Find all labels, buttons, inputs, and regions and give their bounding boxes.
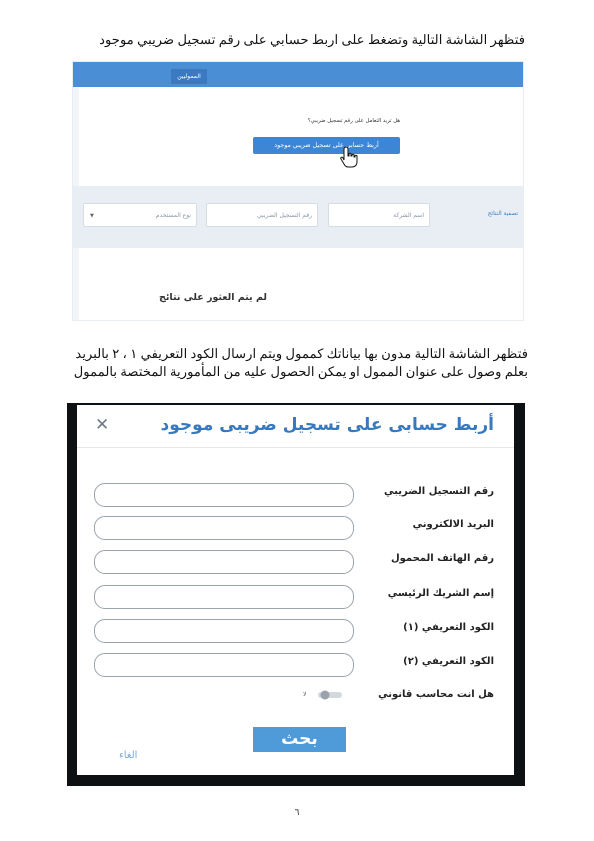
dropdown-arrow-icon: ▼ — [90, 213, 94, 219]
tax-registration-input[interactable]: رقم التسجيل الضريبي — [206, 203, 318, 227]
email-label: البريد الالكتروني — [412, 519, 494, 530]
screenshot-link-account-modal — [67, 403, 525, 786]
accountant-toggle[interactable] — [317, 690, 343, 700]
user-type-select[interactable] — [83, 203, 197, 227]
form-row-mobile — [77, 550, 514, 574]
identification-code-1-label: الكود التعريفي (١) — [403, 622, 494, 633]
company-name-input[interactable]: اسم الشركة — [328, 203, 430, 227]
intro-paragraph-2-line-2: بعلم وصول على عنوان الممول او يمكن الحصول عليه من المأمورية المختصة بالممول — [73, 364, 528, 379]
accountant-question-label: هل انت محاسب قانوني — [378, 689, 494, 700]
link-account-modal — [77, 405, 514, 775]
page-number: ٦ — [294, 808, 300, 818]
cancel-link[interactable]: الغاء — [119, 750, 138, 761]
form-row-main-partner — [77, 585, 514, 609]
link-account-question: هل تريد التعامل على رقم تسجيل ضريبي؟ — [307, 118, 400, 124]
identification-code-2-label: الكود التعريفي (٢) — [403, 656, 494, 667]
hand-pointer-icon — [339, 146, 359, 168]
top-navigation-bar — [73, 62, 523, 87]
main-partner-field[interactable] — [94, 585, 354, 609]
form-row-code-2 — [77, 653, 514, 677]
tax-registration-field[interactable] — [94, 483, 354, 507]
form-row-tax-registration — [77, 483, 514, 507]
search-button[interactable]: بحث — [253, 727, 346, 752]
tab-taxpayers[interactable]: المموليين — [171, 69, 207, 84]
form-row-code-1 — [77, 619, 514, 643]
mobile-label: رقم الهاتف المحمول — [390, 553, 494, 564]
toggle-value-text: لا — [303, 691, 307, 698]
intro-paragraph-2-line-1: فتظهر الشاشة التالية مدون بها بياناتك كممول ويتم ارسال الكود التعريفي ١ ، ٢ بالبريد — [75, 346, 528, 361]
form-row-accountant — [77, 685, 514, 709]
link-existing-registration-button[interactable]: أربط حسابي على تسجيل ضريبي موجود — [253, 137, 400, 154]
intro-paragraph-1: فتظهر الشاشة التالية وتضغط على اربط حسابي على رقم تسجيل ضريبي موجود — [99, 32, 525, 47]
email-field[interactable] — [94, 516, 354, 540]
main-partner-label: إسم الشريك الرئيسي — [387, 588, 494, 599]
user-type-placeholder: نوع المستخدم — [155, 212, 191, 219]
form-row-email — [77, 516, 514, 540]
filter-label: تصفية النتائج — [487, 211, 518, 217]
no-results-message: لم يتم العثور على نتائج — [158, 292, 268, 303]
tax-registration-label: رقم التسجيل الضريبي — [384, 486, 494, 497]
identification-code-2-field[interactable] — [94, 653, 354, 677]
close-icon[interactable]: ✕ — [95, 415, 110, 435]
filter-panel — [73, 186, 523, 248]
modal-header — [77, 405, 514, 448]
identification-code-1-field[interactable] — [94, 619, 354, 643]
modal-title: أربط حسابى على تسجيل ضريبى موجود — [160, 415, 494, 435]
screenshot-company-list — [72, 61, 524, 321]
mobile-field[interactable] — [94, 550, 354, 574]
